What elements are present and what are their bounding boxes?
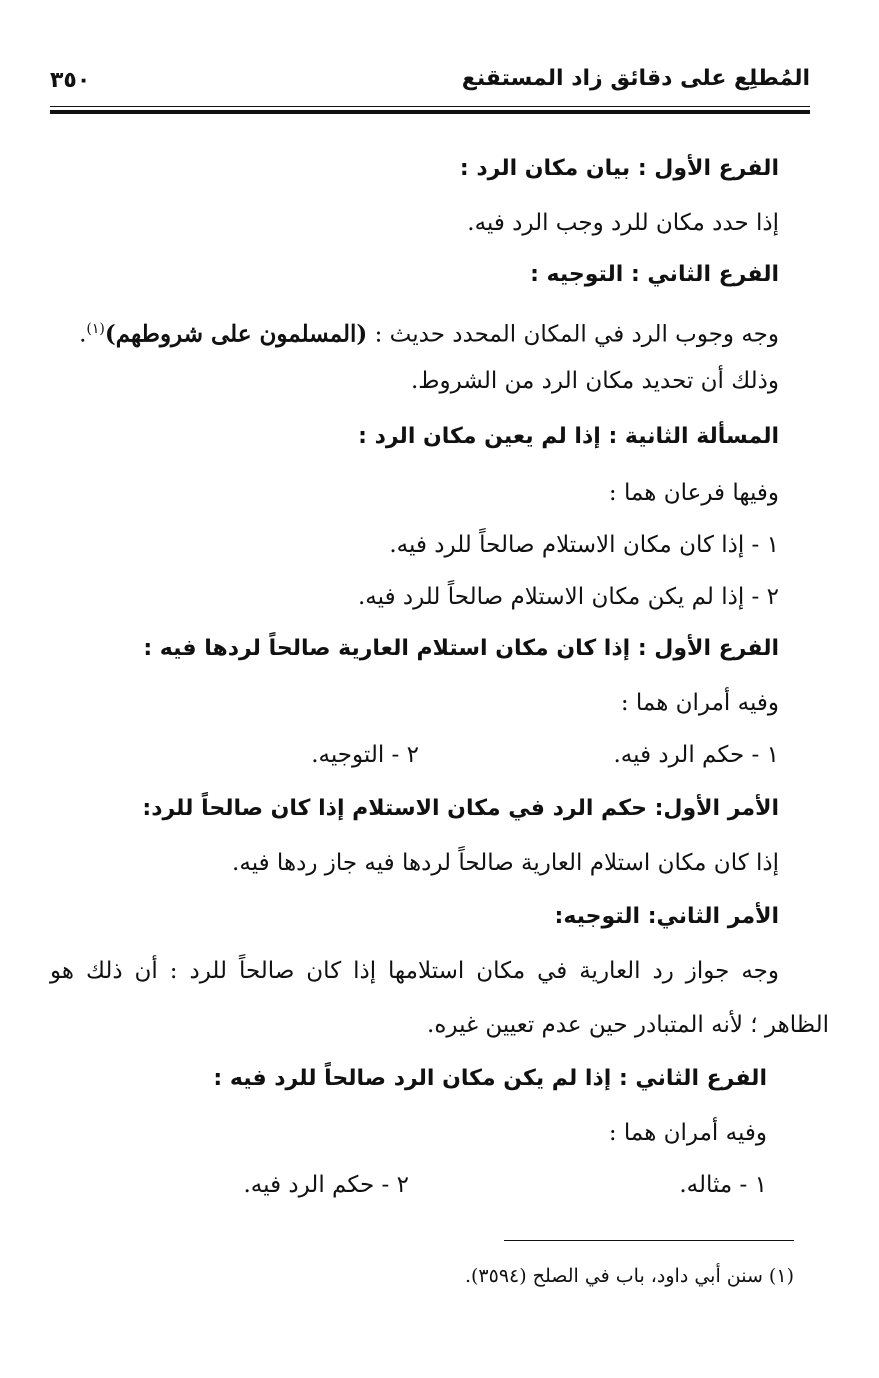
section-heading: الفرع الأول : بيان مكان الرد : bbox=[459, 156, 779, 181]
list-item: ١ - حكم الرد فيه. bbox=[613, 742, 779, 768]
paragraph-line: الظاهر ؛ لأنه المتبادر حين عدم تعيين غيره. bbox=[427, 1012, 829, 1038]
paragraph: إذا حدد مكان للرد وجب الرد فيه. bbox=[467, 210, 779, 236]
section-heading: الأمر الأول: حكم الرد في مكان الاستلام إذا كان صالحاً للرد: bbox=[142, 796, 779, 821]
footnote: (١) سنن أبي داود، باب في الصلح (٣٥٩٤). bbox=[464, 1265, 794, 1287]
paragraph: وفيه أمران هما : bbox=[608, 1120, 767, 1146]
list-item: ١ - مثاله. bbox=[679, 1172, 767, 1198]
paragraph-end: . bbox=[79, 321, 87, 348]
list-item: ١ - إذا كان مكان الاستلام صالحاً للرد فيه. bbox=[389, 532, 779, 558]
section-heading: المسألة الثانية : إذا لم يعين مكان الرد : bbox=[358, 424, 779, 449]
paragraph: إذا كان مكان استلام العارية صالحاً لردها فيه جاز ردها فيه. bbox=[232, 850, 779, 876]
list-item: ٢ - حكم الرد فيه. bbox=[243, 1172, 409, 1198]
header-rule-thick bbox=[50, 110, 810, 114]
header-rule-thin bbox=[50, 106, 810, 107]
paragraph bbox=[79, 312, 779, 352]
paragraph: وفيه أمران هما : bbox=[620, 690, 779, 716]
list-item: ٢ - إذا لم يكن مكان الاستلام صالحاً للرد فيه. bbox=[357, 584, 779, 610]
paragraph: وفيها فرعان هما : bbox=[608, 480, 779, 506]
hadith-quote: (المسلمون على شروطهم) bbox=[104, 320, 368, 348]
section-heading: الأمر الثاني: التوجيه: bbox=[554, 904, 779, 929]
paragraph-line: وجه جواز رد العارية في مكان استلامها إذا كان صالحاً للرد : أن ذلك هو bbox=[50, 958, 779, 984]
paragraph: وذلك أن تحديد مكان الرد من الشروط. bbox=[410, 368, 779, 394]
page-number: ٣٥٠ bbox=[50, 68, 91, 93]
footnote-separator bbox=[504, 1240, 794, 1241]
running-header bbox=[50, 60, 810, 106]
paragraph-text: وجه وجوب الرد في المكان المحدد حديث : bbox=[367, 321, 779, 348]
list-item: ٢ - التوجيه. bbox=[311, 742, 419, 768]
book-title: المُطلِع على دقائق زاد المستقنع bbox=[461, 66, 810, 91]
section-heading: الفرع الثاني : إذا لم يكن مكان الرد صالحاً للرد فيه : bbox=[213, 1066, 767, 1091]
section-heading: الفرع الثاني : التوجيه : bbox=[530, 262, 779, 287]
footnote-reference: (١) bbox=[86, 321, 105, 337]
section-heading: الفرع الأول : إذا كان مكان استلام العارية صالحاً لردها فيه : bbox=[143, 636, 779, 661]
